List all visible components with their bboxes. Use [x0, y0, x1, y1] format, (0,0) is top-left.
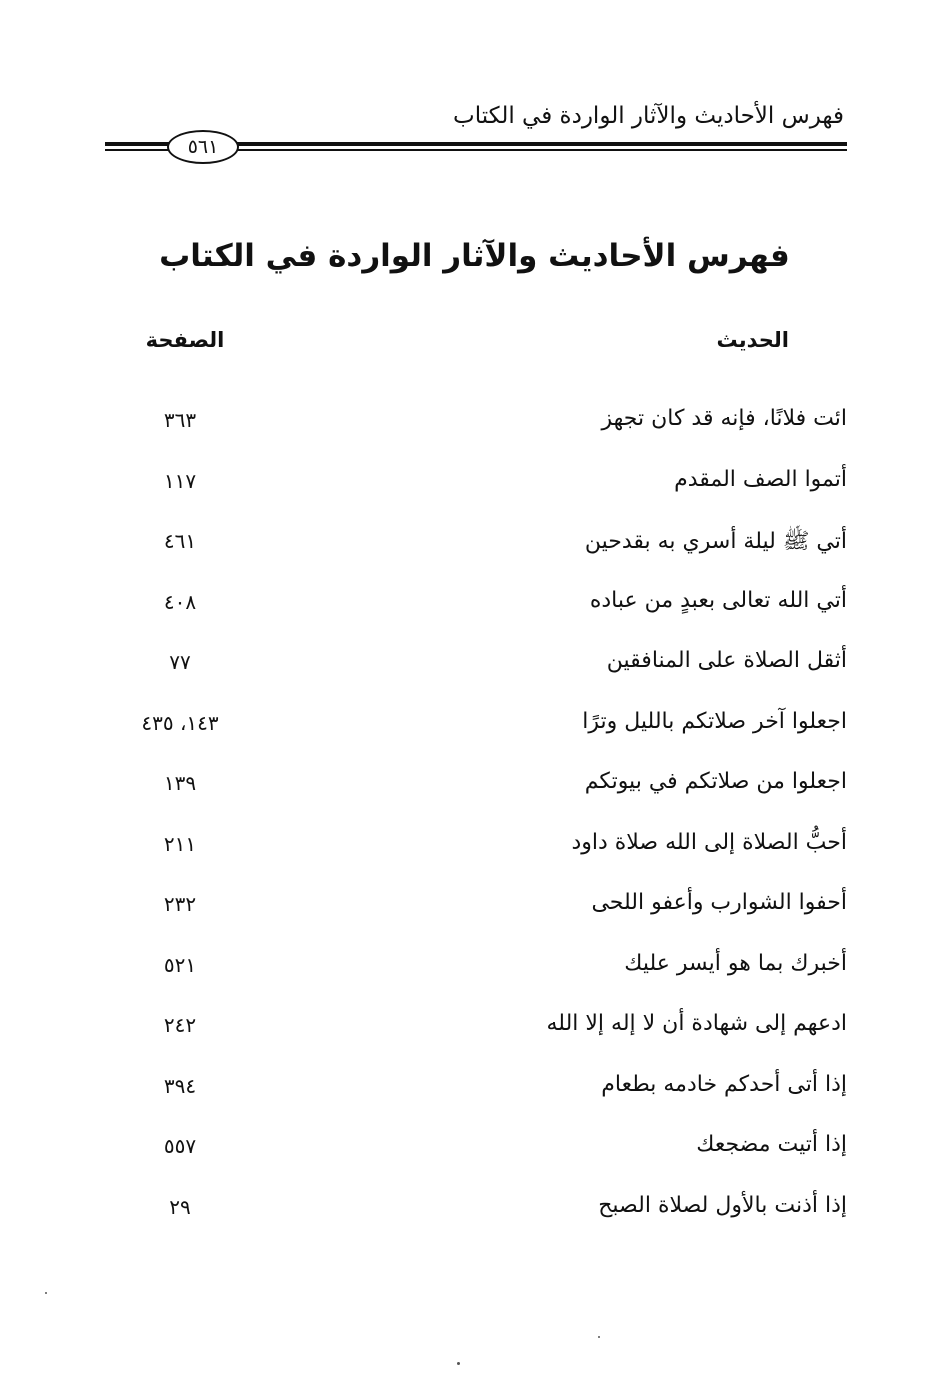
index-entry — [105, 584, 847, 645]
page-reference: ٢٤٢ — [163, 1013, 197, 1037]
hadith-text: ائت فلانًا، فإنه قد كان تجهز — [601, 406, 847, 431]
index-entry — [105, 1068, 847, 1129]
index-entry — [105, 1128, 847, 1189]
page-reference: ٢٩ — [169, 1194, 191, 1219]
hadith-text: اجعلوا من صلاتكم في بيوتكم — [584, 769, 847, 794]
page-reference: ٥٥٧ — [163, 1134, 197, 1158]
index-entry — [105, 1007, 847, 1068]
index-entry — [105, 463, 847, 524]
page-number: ٥٦١ — [167, 130, 239, 164]
column-heading-hadith: الحديث — [716, 328, 789, 352]
hadith-text: أحبُّ الصلاة إلى الله صلاة داود — [571, 829, 847, 855]
hadith-text: أتموا الصف المقدم — [674, 466, 847, 492]
index-entry — [105, 705, 847, 766]
running-header-title: فهرس الأحاديث والآثار الواردة في الكتاب — [453, 103, 844, 129]
page-reference: ٤٦١ — [163, 529, 197, 553]
index-entry — [105, 523, 847, 584]
hadith-text: إذا أتيت مضجعك — [696, 1132, 847, 1157]
hadith-text: اجعلوا آخر صلاتكم بالليل وترًا — [582, 708, 847, 734]
hadith-text: أتي ﷺ ليلة أسري به بقدحين — [584, 529, 847, 554]
index-entry — [105, 886, 847, 947]
hadith-text: أخبرك بما هو أيسر عليك — [624, 950, 847, 976]
index-list — [105, 402, 847, 1249]
hadith-text: أثقل الصلاة على المنافقين — [606, 648, 847, 673]
page-reference: ٧٧ — [169, 650, 191, 674]
page-reference: ١١٧ — [163, 468, 197, 493]
index-entry — [105, 1189, 847, 1250]
index-entry — [105, 947, 847, 1008]
hadith-text: إذا أذنت بالأول لصلاة الصبح — [598, 1192, 847, 1218]
hadith-text: ادعهم إلى شهادة أن لا إله إلا الله — [546, 1011, 847, 1036]
column-heading-page: الصفحة — [145, 328, 225, 352]
page-reference: ٣٩٤ — [163, 1073, 197, 1098]
index-entry — [105, 402, 847, 463]
page-reference: ٥٢١ — [163, 952, 197, 977]
hadith-text: إذا أتى أحدكم خادمه بطعام — [601, 1071, 847, 1097]
page-reference: ٢١١ — [163, 831, 197, 856]
scan-speck — [45, 1292, 47, 1294]
index-entry — [105, 765, 847, 826]
page-reference: ٤٠٨ — [163, 589, 197, 614]
page-title: فهرس الأحاديث والآثار الواردة في الكتاب — [159, 238, 790, 274]
page-reference: ١٤٣، ٤٣٥ — [141, 710, 219, 735]
page-reference: ١٣٩ — [163, 771, 197, 795]
index-entry — [105, 644, 847, 705]
scan-speck — [598, 1336, 600, 1338]
index-entry — [105, 826, 847, 887]
scan-speck — [457, 1362, 460, 1365]
page-reference: ٢٣٢ — [163, 892, 197, 916]
hadith-text: أتي الله تعالى بعبدٍ من عباده — [589, 587, 847, 613]
page-reference: ٣٦٣ — [163, 408, 197, 432]
hadith-text: أحفوا الشوارب وأعفو اللحى — [591, 890, 847, 915]
header-rule — [105, 130, 847, 164]
